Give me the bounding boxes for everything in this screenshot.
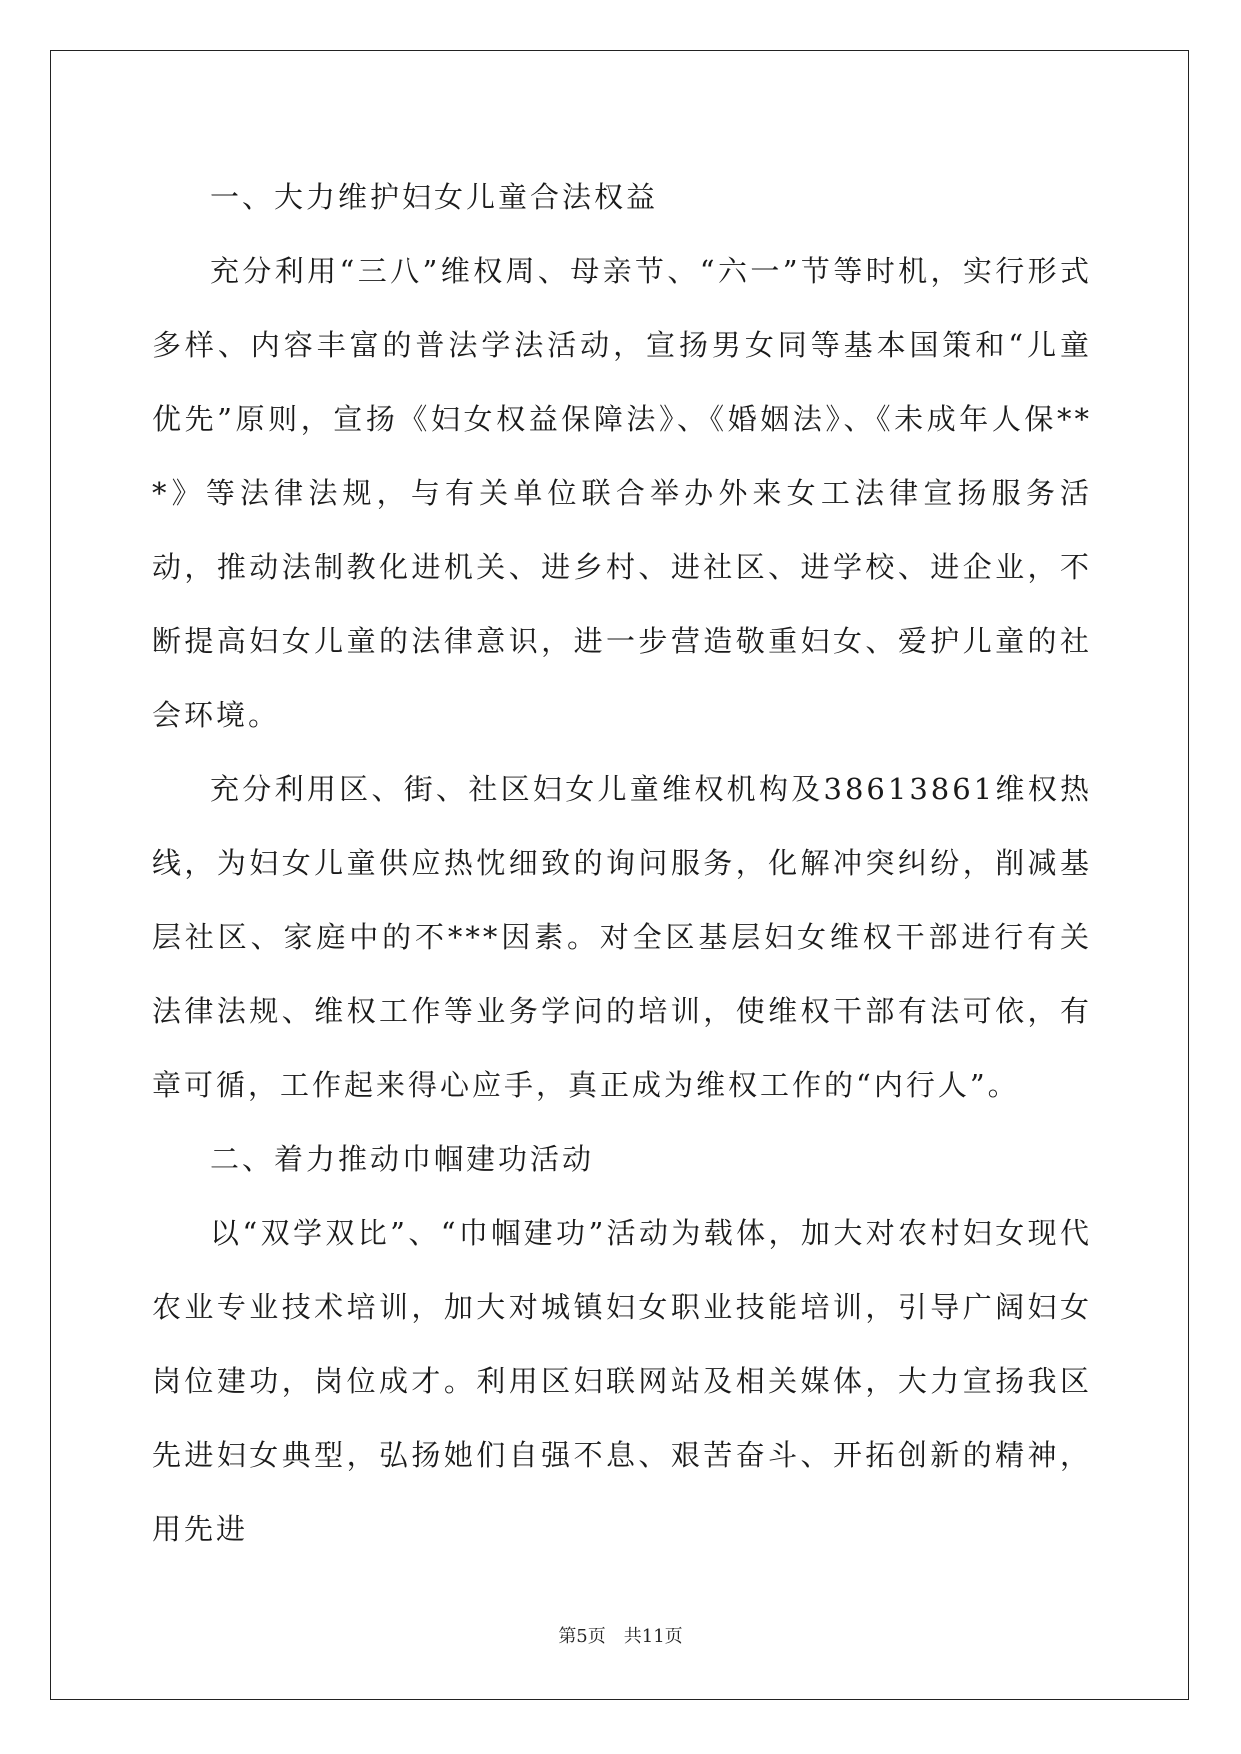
page-number-footer: 第5页 共11页	[558, 1626, 683, 1647]
paragraph-2: 充分利用区、街、社区妇女儿童维权机构及38613861维权热线，为妇女儿童供应热忱细致的询问服务，化解冲突纠纷，削减基层社区、家庭中的不***因素。对全区基层妇女维权干部进行有关法律法规、维权工作等业务学问的培训，使维权干部有法可依，有章可循，工作起来得心应手，真正成为维权工作的“内行人”。	[152, 772, 1092, 1102]
section-heading-1: 一、大力维护妇女儿童合法权益	[210, 180, 659, 214]
paragraph-1: 充分利用“三八”维权周、母亲节、“六一”节等时机，实行形式多样、内容丰富的普法学法活动，宣扬男女同等基本国策和“儿童优先”原则，宣扬《妇女权益保障法》、《婚姻法》、《未成年人保***》等法律法规，与有关单位联合举办外来女工法律宣扬服务活动，推动法制教化进机关、进乡村、进社区、进学校、进企业，不断提高妇女儿童的法律意识，进一步营造敬重妇女、爱护儿童的社会环境。	[152, 254, 1092, 732]
document-body	[152, 160, 1092, 1566]
paragraph-3: 以“双学双比”、“巾帼建功”活动为载体，加大对农村妇女现代农业专业技术培训，加大对城镇妇女职业技能培训，引导广阔妇女岗位建功，岗位成才。利用区妇联网站及相关媒体，大力宣扬我区先进妇女典型，弘扬她们自强不息、艰苦奋斗、开拓创新的精神，用先进	[152, 1216, 1092, 1546]
section-heading-2: 二、着力推动巾帼建功活动	[210, 1142, 595, 1176]
